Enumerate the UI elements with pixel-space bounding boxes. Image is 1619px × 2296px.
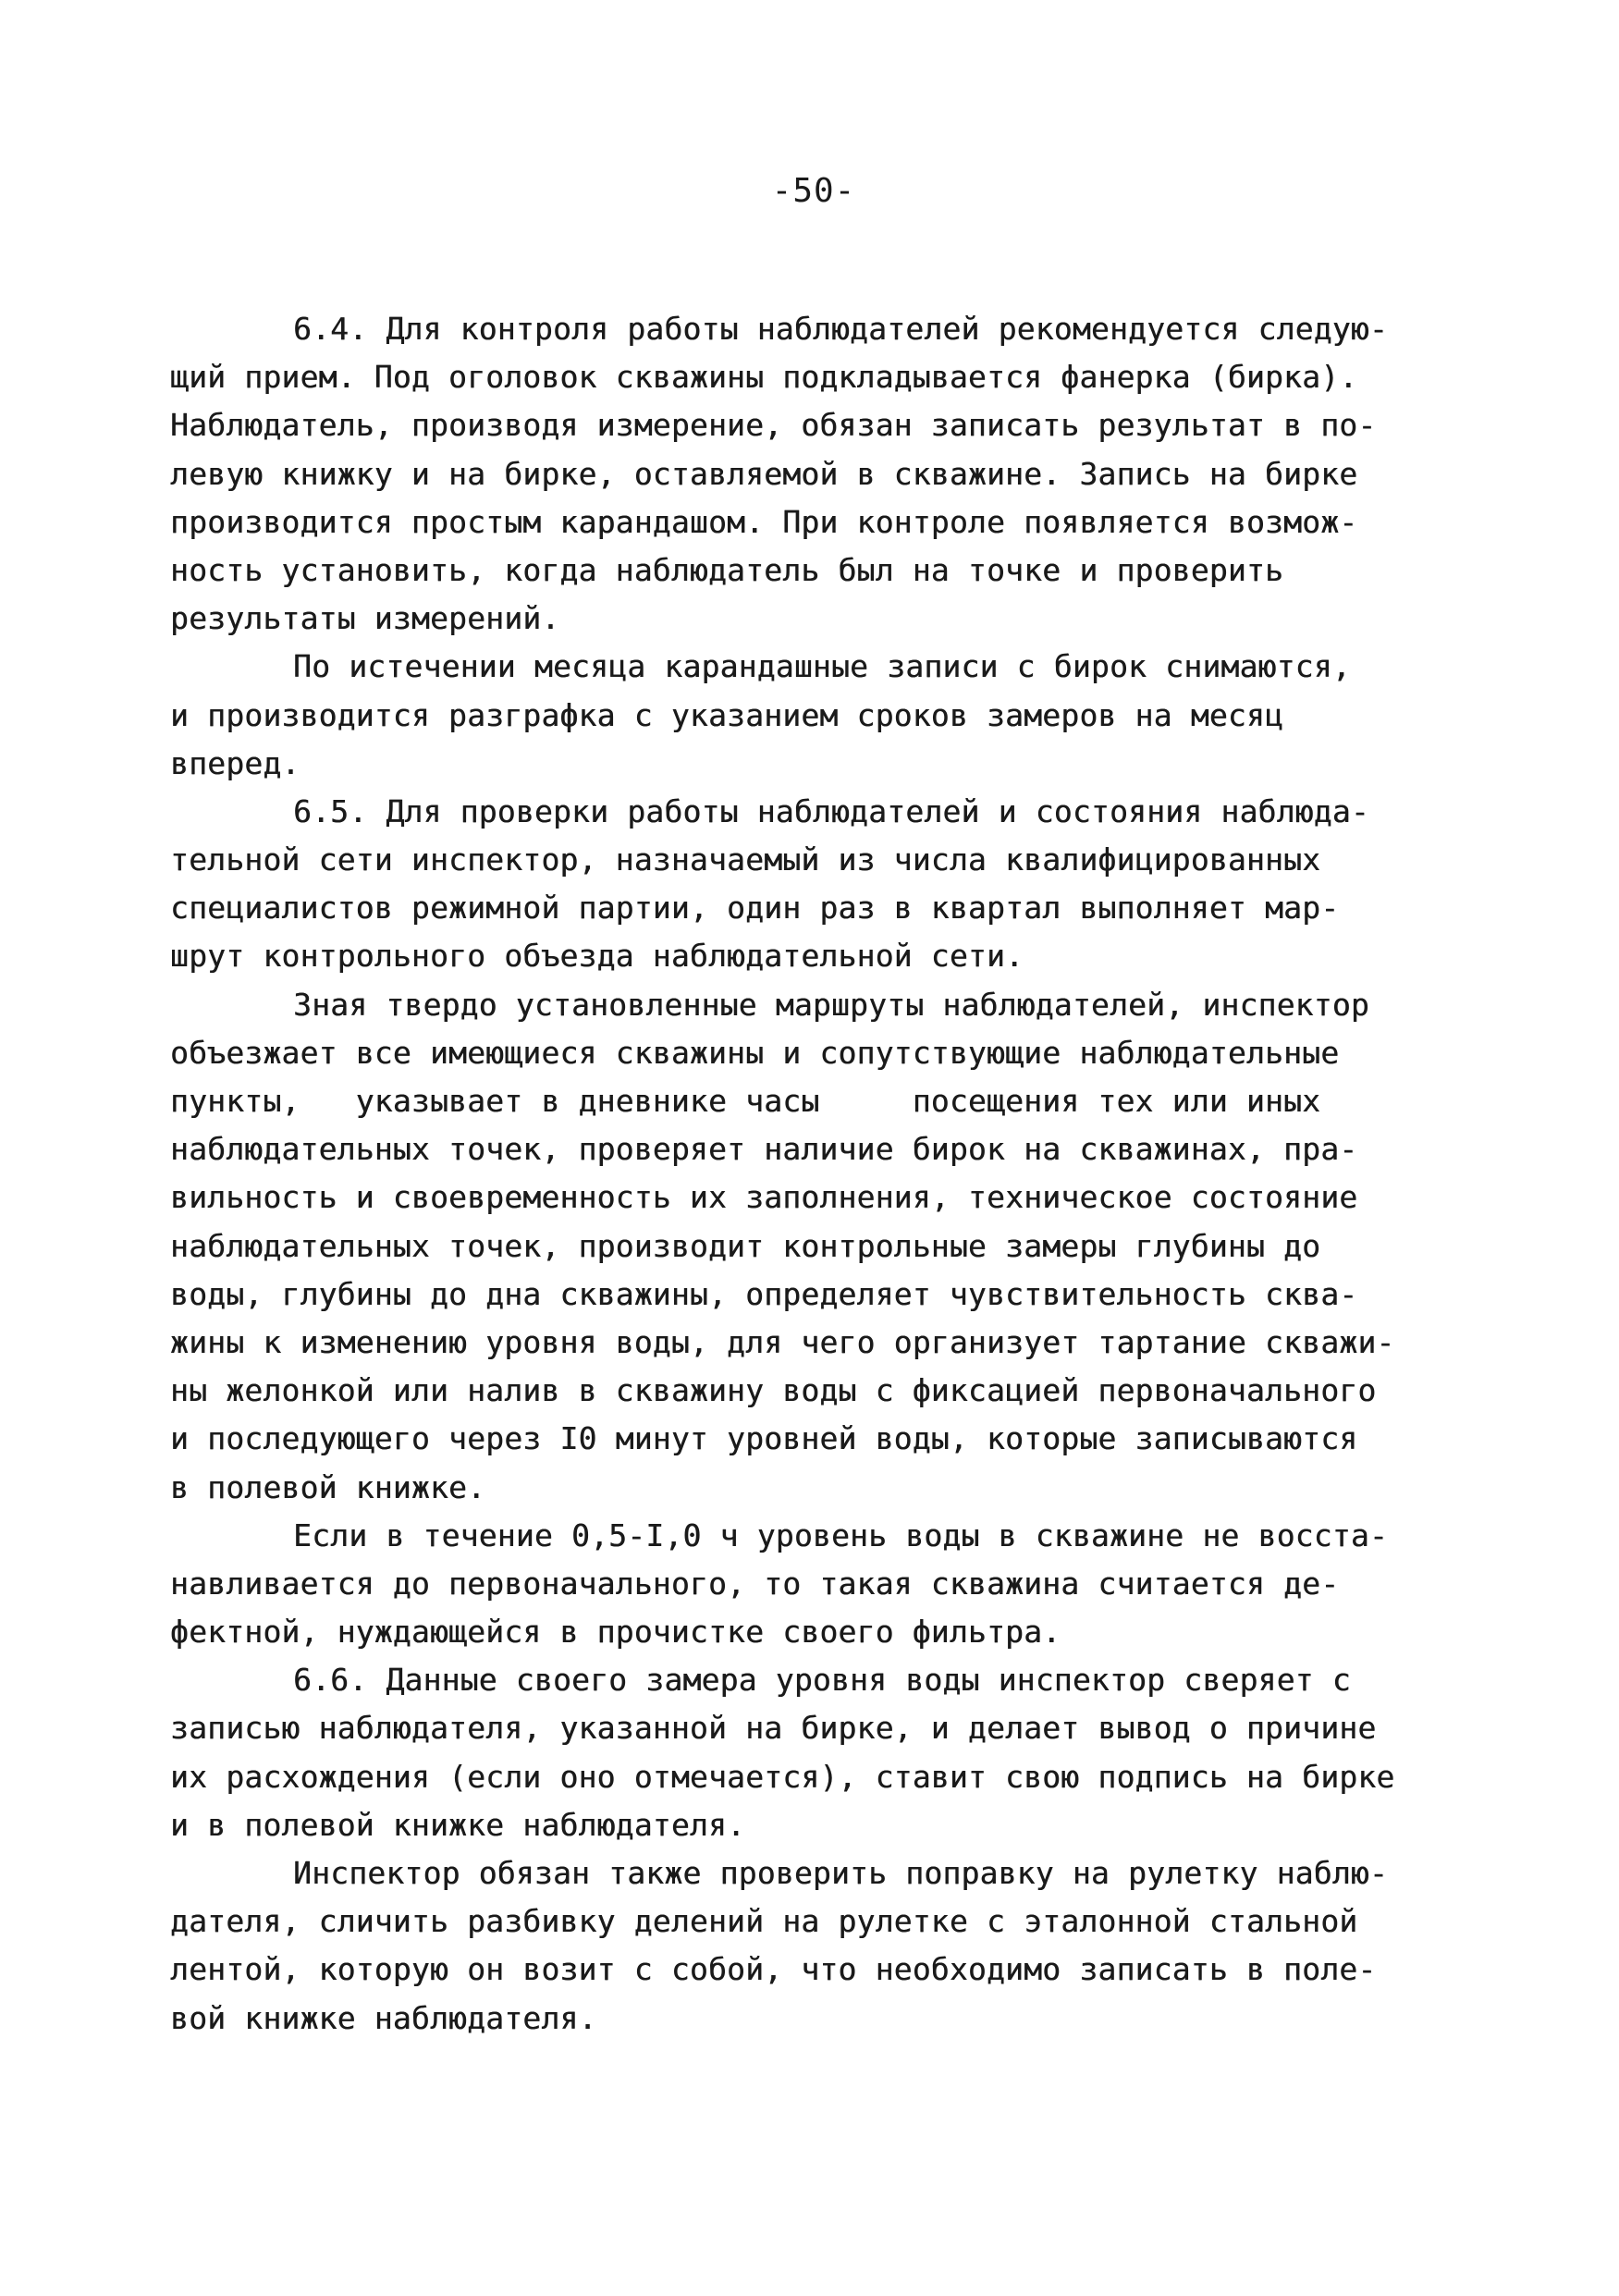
text-line: объезжает все имеющиеся скважины и сопутствующие наблюдательные xyxy=(170,1034,1340,1071)
text-line: и последующего через I0 минут уровней воды, которые записываются xyxy=(170,1420,1358,1457)
text-line: По истечении месяца карандашные записи с бирок снимаются, xyxy=(293,648,1351,685)
text-line: воды, глубины до дна скважины, определяет чувствительность сква- xyxy=(170,1275,1358,1312)
text-line: тельной сети инспектор, назначаемый из числа квалифицированных xyxy=(170,841,1321,878)
text-line: левую книжку и на бирке, оставляемой в скважине. Запись на бирке xyxy=(170,455,1358,492)
text-line: навливается до первоначального, то такая скважина считается де- xyxy=(170,1565,1340,1602)
text-line: Зная твердо установленные маршруты наблюдателей, инспектор xyxy=(293,986,1369,1023)
text-line: Инспектор обязан также проверить поправку на рулетку наблю- xyxy=(293,1855,1388,1891)
page-number: -50- xyxy=(771,172,856,210)
text-line: наблюдательных точек, производит контрольные замеры глубины до xyxy=(170,1227,1321,1264)
text-line: производится простым карандашом. При контроле появляется возмож- xyxy=(170,503,1358,540)
text-line: ность установить, когда наблюдатель был на точке и проверить xyxy=(170,551,1284,588)
text-line: записью наблюдателя, указанной на бирке, и делает вывод о причине xyxy=(170,1710,1377,1747)
text-line: фектной, нуждающейся в прочистке своего фильтра. xyxy=(170,1614,1061,1651)
text-line: 6.5. Для проверки работы наблюдателей и состояния наблюда- xyxy=(293,792,1369,829)
text-line: и в полевой книжке наблюдателя. xyxy=(170,1806,746,1843)
text-line: вперед. xyxy=(170,744,300,781)
text-line: пункты, указывает в дневнике часы посещения тех или иных xyxy=(170,1083,1321,1119)
text-line: и производится разграфка с указанием сроков замеров на месяц xyxy=(170,696,1284,733)
text-line: специалистов режимной партии, один раз в квартал выполняет мар- xyxy=(170,890,1340,927)
body-text xyxy=(170,305,1483,2043)
text-line: щий прием. Под оголовок скважины подкладывается фанерка (бирка). xyxy=(170,359,1358,396)
text-line: их расхождения (если оно отмечается), ставит свою подпись на бирке xyxy=(170,1758,1395,1795)
text-line: наблюдательных точек, проверяет наличие бирок на скважинах, пра- xyxy=(170,1131,1358,1168)
text-line: дателя, сличить разбивку делений на рулетке с эталонной стальной xyxy=(170,1903,1358,1940)
text-line: жины к изменению уровня воды, для чего организует тартание скважи- xyxy=(170,1323,1395,1360)
text-line: 6.4. Для контроля работы наблюдателей рекомендуется следую- xyxy=(293,311,1388,347)
text-line: ны желонкой или налив в скважину воды с фиксацией первоначального xyxy=(170,1372,1377,1409)
text-line: результаты измерений. xyxy=(170,600,560,637)
text-line: в полевой книжке. xyxy=(170,1468,486,1505)
text-line: Если в течение 0,5-I,0 ч уровень воды в скважине не восста- xyxy=(293,1516,1388,1553)
text-line: вильность и своевременность их заполнения, техническое состояние xyxy=(170,1179,1358,1216)
text-line: 6.6. Данные своего замера уровня воды инспектор сверяет с xyxy=(293,1662,1351,1699)
text-line: Наблюдатель, производя измерение, обязан записать результат в по- xyxy=(170,407,1377,444)
text-line: лентой, которую он возит с собой, что необходимо записать в поле- xyxy=(170,1951,1377,1988)
text-line: шрут контрольного объезда наблюдательной сети. xyxy=(170,938,1024,975)
text-line: вой книжке наблюдателя. xyxy=(170,1999,597,2036)
